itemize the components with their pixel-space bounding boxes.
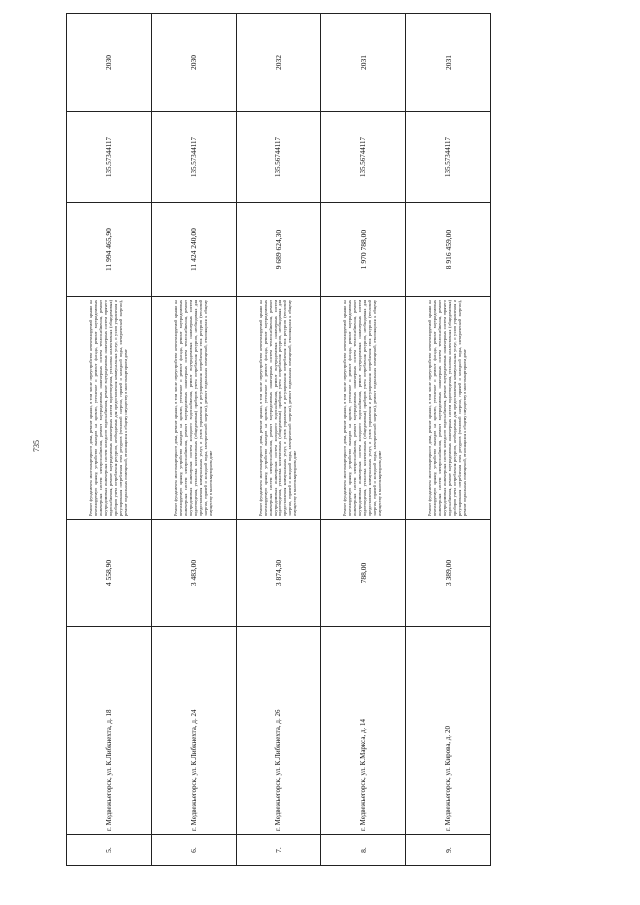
row-number: 9. [406,835,491,866]
row-number: 7. [236,835,321,866]
code-cell: 135.56744117 [236,112,321,203]
year-cell: 2030 [67,14,152,112]
address-cell: г. Медвежьегорск, ул. К.Либкнехта, д. 18 [67,627,152,835]
cost-cell: 8 916 459,00 [406,203,491,297]
capital-repair-table [66,13,491,866]
year-cell: 2030 [151,14,236,112]
page-number: 735 [32,440,41,452]
table-row [236,14,321,866]
row-number: 8. [321,835,406,866]
code-cell: 135.57344117 [67,112,152,203]
table-row [321,14,406,866]
cost-cell: 9 689 624,30 [236,203,321,297]
year-cell: 2031 [406,14,491,112]
row-number: 6. [151,835,236,866]
row-number: 5. [67,835,152,866]
table-row [151,14,236,866]
area-cell: 4 558,90 [67,520,152,627]
area-cell: 3 389,00 [406,520,491,627]
code-cell: 135.56744117 [321,112,406,203]
year-cell: 2032 [236,14,321,112]
area-cell: 788,00 [321,520,406,627]
table-row [67,14,152,866]
works-cell: Ремонт фундамента многоквартирного дома, ремонт крыши, в том числе переустройство невентилируемой крыши на вентилируемую крышу, устройство выходов на кровлю, утепление и ремонт фасада, ремонт внутридомовых инженерных систем электроснабжения, ремонт внутридомовых инженерных систем теплоснабжения, ремонт внутридомовых инженерных систем холодного водоснабжения, ремонт внутридомовых инженерных систем горячего водоснабжения, ремонт внутридомовых инженерных систем водоотведения, установка коллективных (общедомовых) приборов учета потребления ресурсов, необходимых для предоставления коммунальных услуг, и узлов управления и регулирования потребления этих ресурсов (тепловой энергии, горячей и холодной воды, электрической энергии), ремонт подвальных помещений, относящихся к общему имуществу в многоквартирном доме [67,297,152,520]
cost-cell: 11 424 240,00 [151,203,236,297]
table-row [406,14,491,866]
works-cell: Ремонт фундамента многоквартирного дома, ремонт крыши, в том числе переустройство невентилируемой крыши на вентилируемую крышу, устройство выходов на кровлю, утепление и ремонт фасада, ремонт внутридомовых инженерных систем электроснабжения, ремонт внутридомовых инженерных систем теплоснабжения, ремонт внутридомовых инженерных систем холодного водоснабжения, ремонт внутридомовых инженерных систем водоотведения, установка коллективных (общедомовых) приборов учета потребления ресурсов, необходимых для предоставления коммунальных услуг, и узлов управления и регулирования потребления этих ресурсов (тепловой энергии, горячей и холодной воды, электрической энергии), ремонт подвальных помещений, относящихся к общему имуществу в многоквартирном доме [151,297,236,520]
cost-cell: 1 970 788,00 [321,203,406,297]
address-cell: г. Медвежьегорск, ул. К.Маркса, д. 14 [321,627,406,835]
works-cell: Ремонт фундамента многоквартирного дома, ремонт крыши, в том числе переустройство невентилируемой крыши на вентилируемую крышу, устройство выходов на кровлю, утепление и ремонт фасада, ремонт внутридомовых инженерных систем электроснабжения, ремонт внутридомовых инженерных систем теплоснабжения, ремонт внутридомовых инженерных систем холодного водоснабжения, ремонт внутридомовых инженерных систем горячего водоснабжения, ремонт внутридомовых инженерных систем водоотведения, установка коллективных (общедомовых) приборов учета потребления ресурсов, необходимых для предоставления коммунальных услуг, и узлов управления и регулирования потребления этих ресурсов (тепловой энергии, горячей и холодной воды, электрической энергии), ремонт подвальных помещений, относящихся к общему имуществу в многоквартирном доме [406,297,491,520]
rotated-table-container [66,55,491,866]
works-cell: Ремонт фундамента многоквартирного дома, ремонт крыши, в том числе переустройство невентилируемой крыши на вентилируемую крышу, устройство выходов на кровлю, утепление и ремонт фасада, ремонт внутридомовых инженерных систем электроснабжения, ремонт внутридомовых инженерных систем теплоснабжения, ремонт внутридомовых инженерных систем холодного водоснабжения, ремонт внутридомовых инженерных систем водоотведения, установка коллективных (общедомовых) приборов учета потребления ресурсов, необходимых для предоставления коммунальных услуг, и узлов управления и регулирования потребления этих ресурсов (тепловой энергии, горячей и холодной воды, электрической энергии), ремонт подвальных помещений, относящихся к общему имуществу в многоквартирном доме [236,297,321,520]
works-cell: Ремонт фундамента многоквартирного дома, ремонт крыши, в том числе переустройство невентилируемой крыши на вентилируемую крышу, устройство выходов на кровлю, утепление и ремонт фасада, ремонт внутридомовых инженерных систем электроснабжения, ремонт внутридомовых инженерных систем теплоснабжения, ремонт внутридомовых инженерных систем холодного водоснабжения, ремонт внутридомовых инженерных систем водоотведения, установка коллективных (общедомовых) приборов учета потребления ресурсов, необходимых для предоставления коммунальных услуг, и узлов управления и регулирования потребления этих ресурсов (тепловой энергии, горячей и холодной воды, электрической энергии), ремонт подвальных помещений, относящихся к общему имуществу в многоквартирном доме [321,297,406,520]
code-cell: 135.57344117 [406,112,491,203]
code-cell: 135.57344117 [151,112,236,203]
cost-cell: 11 994 465,90 [67,203,152,297]
address-cell: г. Медвежьегорск, ул. Кирова, д. 20 [406,627,491,835]
year-cell: 2031 [321,14,406,112]
area-cell: 3 483,00 [151,520,236,627]
address-cell: г. Медвежьегорск, ул. К.Либкнехта, д. 26 [236,627,321,835]
area-cell: 3 874,30 [236,520,321,627]
address-cell: г. Медвежьегорск, ул. К.Либкнехта, д. 24 [151,627,236,835]
